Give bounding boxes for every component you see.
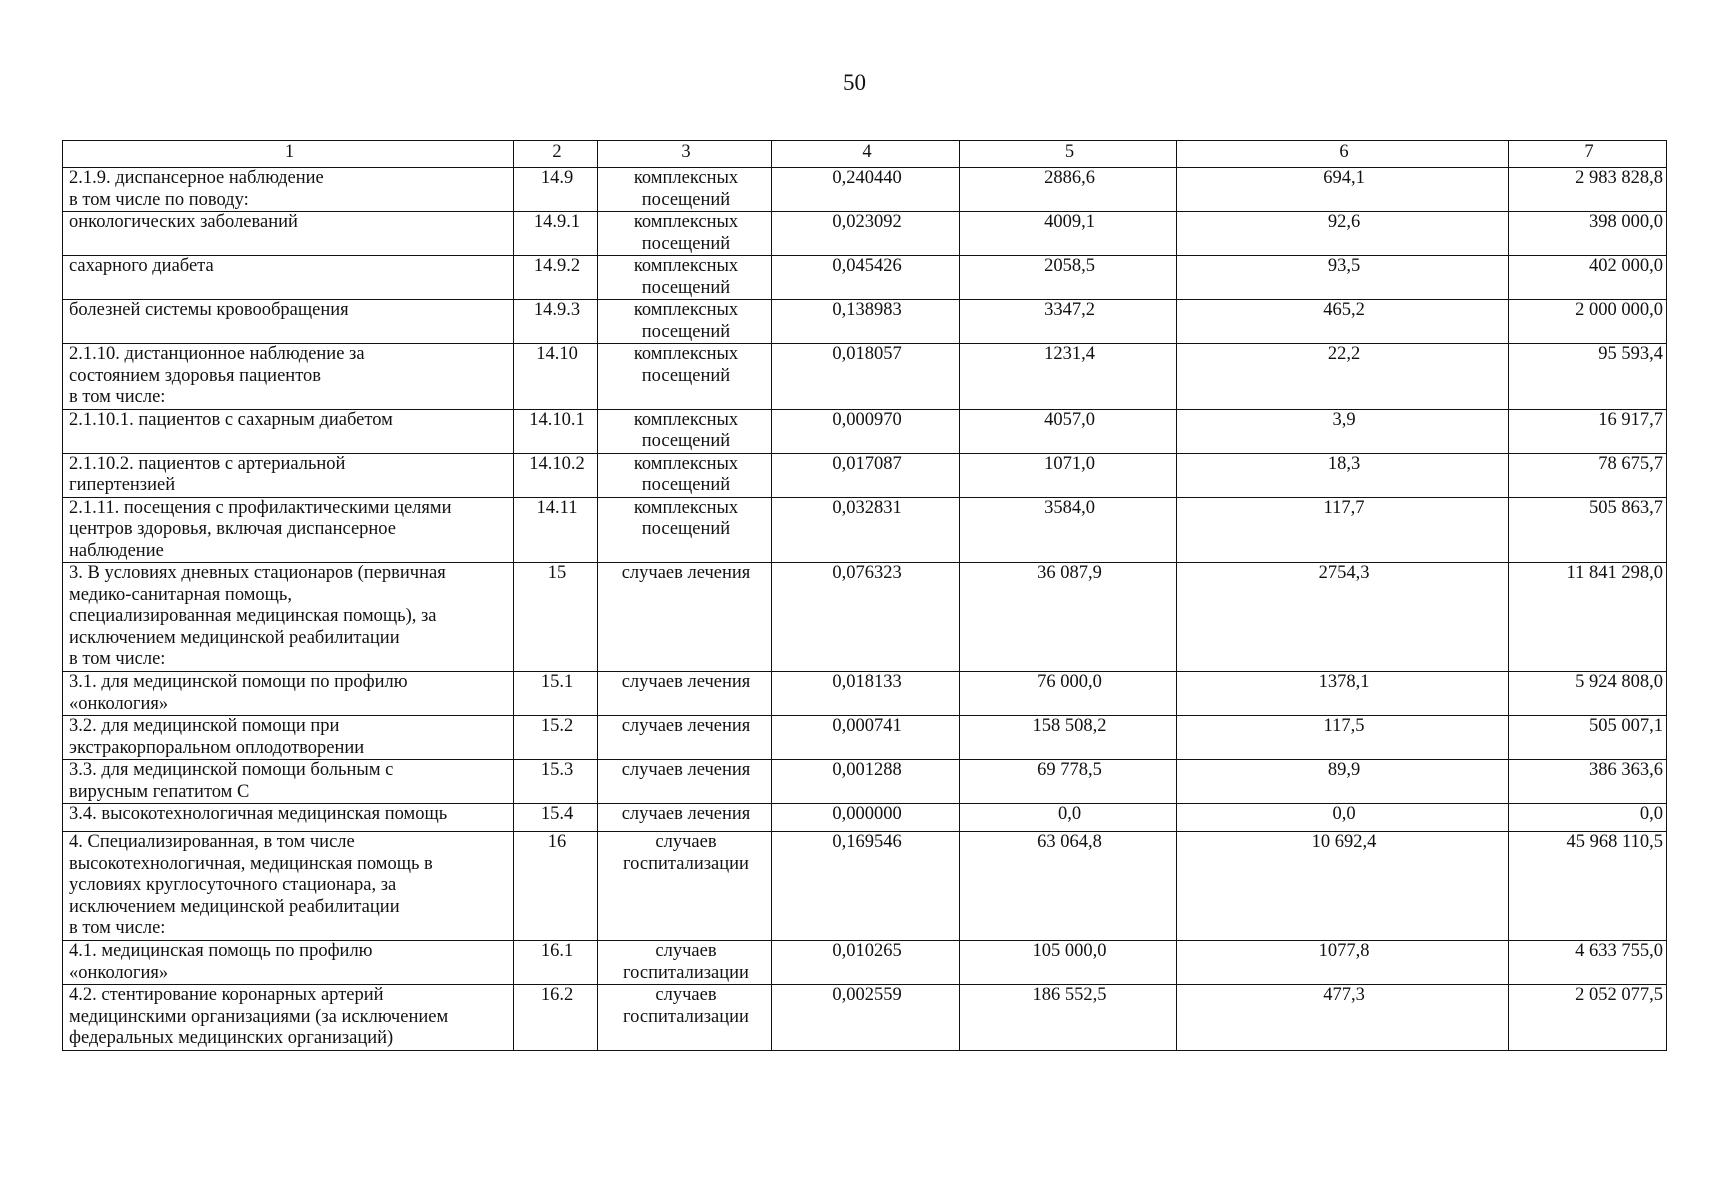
row-value-cell: 3,9	[1177, 409, 1509, 453]
row-value-cell: 78 675,7	[1509, 453, 1667, 497]
table-row	[63, 716, 1667, 760]
row-name-cell: 3.3. для медицинской помощи больным с вирусным гепатитом С	[63, 760, 514, 804]
row-code-cell: 15.1	[514, 672, 598, 716]
row-name-cell: 2.1.10.1. пациентов с сахарным диабетом	[63, 409, 514, 453]
row-unit-cell: комплексных посещений	[598, 300, 772, 344]
row-code-cell: 14.9.3	[514, 300, 598, 344]
row-value-cell: 5 924 808,0	[1509, 672, 1667, 716]
row-value-cell: 11 841 298,0	[1509, 563, 1667, 672]
table-row	[63, 168, 1667, 212]
row-name-cell: онкологических заболеваний	[63, 212, 514, 256]
row-unit-cell: случаев госпитализации	[598, 985, 772, 1051]
column-header: 6	[1177, 141, 1509, 168]
row-code-cell: 15	[514, 563, 598, 672]
row-value-cell: 89,9	[1177, 760, 1509, 804]
row-value-cell: 69 778,5	[960, 760, 1177, 804]
row-value-cell: 3584,0	[960, 497, 1177, 563]
table-row	[63, 212, 1667, 256]
table-row	[63, 497, 1667, 563]
row-value-cell: 158 508,2	[960, 716, 1177, 760]
table-row	[63, 760, 1667, 804]
row-name-cell: болезней системы кровообращения	[63, 300, 514, 344]
row-unit-cell: комплексных посещений	[598, 212, 772, 256]
row-value-cell: 36 087,9	[960, 563, 1177, 672]
row-value-cell: 1077,8	[1177, 941, 1509, 985]
row-value-cell: 0,010265	[772, 941, 960, 985]
row-value-cell: 402 000,0	[1509, 256, 1667, 300]
row-unit-cell: случаев госпитализации	[598, 832, 772, 941]
row-code-cell: 14.10.2	[514, 453, 598, 497]
row-code-cell: 16.2	[514, 985, 598, 1051]
row-value-cell: 92,6	[1177, 212, 1509, 256]
row-name-cell: 2.1.9. диспансерное наблюдение в том числе по поводу:	[63, 168, 514, 212]
row-value-cell: 0,045426	[772, 256, 960, 300]
row-code-cell: 14.10	[514, 344, 598, 410]
row-value-cell: 2 052 077,5	[1509, 985, 1667, 1051]
row-value-cell: 2754,3	[1177, 563, 1509, 672]
row-value-cell: 2058,5	[960, 256, 1177, 300]
row-value-cell: 0,169546	[772, 832, 960, 941]
row-name-cell: 3.4. высокотехнологичная медицинская помощь	[63, 804, 514, 832]
row-value-cell: 1071,0	[960, 453, 1177, 497]
row-value-cell: 0,018057	[772, 344, 960, 410]
row-code-cell: 14.10.1	[514, 409, 598, 453]
row-unit-cell: случаев госпитализации	[598, 941, 772, 985]
row-name-cell: 2.1.10. дистанционное наблюдение за состоянием здоровья пациентов в том числе:	[63, 344, 514, 410]
data-table	[62, 140, 1667, 1051]
row-value-cell: 0,000741	[772, 716, 960, 760]
row-value-cell: 694,1	[1177, 168, 1509, 212]
row-unit-cell: комплексных посещений	[598, 168, 772, 212]
table-row	[63, 344, 1667, 410]
row-code-cell: 14.9	[514, 168, 598, 212]
row-value-cell: 0,000000	[772, 804, 960, 832]
row-value-cell: 398 000,0	[1509, 212, 1667, 256]
row-value-cell: 117,5	[1177, 716, 1509, 760]
row-unit-cell: комплексных посещений	[598, 409, 772, 453]
row-value-cell: 505 007,1	[1509, 716, 1667, 760]
row-value-cell: 2 983 828,8	[1509, 168, 1667, 212]
column-header: 1	[63, 141, 514, 168]
table-row	[63, 985, 1667, 1051]
row-value-cell: 1378,1	[1177, 672, 1509, 716]
row-code-cell: 15.3	[514, 760, 598, 804]
row-value-cell: 0,0	[1509, 804, 1667, 832]
row-unit-cell: комплексных посещений	[598, 453, 772, 497]
row-value-cell: 0,017087	[772, 453, 960, 497]
row-value-cell: 117,7	[1177, 497, 1509, 563]
row-value-cell: 2 000 000,0	[1509, 300, 1667, 344]
row-value-cell: 95 593,4	[1509, 344, 1667, 410]
row-value-cell: 3347,2	[960, 300, 1177, 344]
row-code-cell: 16.1	[514, 941, 598, 985]
row-value-cell: 186 552,5	[960, 985, 1177, 1051]
table-row	[63, 256, 1667, 300]
row-value-cell: 105 000,0	[960, 941, 1177, 985]
column-header: 4	[772, 141, 960, 168]
table-row	[63, 804, 1667, 832]
row-value-cell: 477,3	[1177, 985, 1509, 1051]
row-code-cell: 15.4	[514, 804, 598, 832]
row-code-cell: 14.9.1	[514, 212, 598, 256]
row-value-cell: 10 692,4	[1177, 832, 1509, 941]
row-value-cell: 0,0	[1177, 804, 1509, 832]
row-value-cell: 93,5	[1177, 256, 1509, 300]
row-name-cell: сахарного диабета	[63, 256, 514, 300]
row-value-cell: 63 064,8	[960, 832, 1177, 941]
table-row	[63, 409, 1667, 453]
row-value-cell: 0,000970	[772, 409, 960, 453]
row-value-cell: 22,2	[1177, 344, 1509, 410]
column-number-row	[63, 141, 1667, 168]
column-header: 3	[598, 141, 772, 168]
row-value-cell: 76 000,0	[960, 672, 1177, 716]
row-value-cell: 4009,1	[960, 212, 1177, 256]
row-value-cell: 0,032831	[772, 497, 960, 563]
row-value-cell: 4057,0	[960, 409, 1177, 453]
row-code-cell: 16	[514, 832, 598, 941]
row-value-cell: 0,002559	[772, 985, 960, 1051]
row-unit-cell: комплексных посещений	[598, 497, 772, 563]
row-value-cell: 0,0	[960, 804, 1177, 832]
row-unit-cell: случаев лечения	[598, 716, 772, 760]
row-value-cell: 0,138983	[772, 300, 960, 344]
page-number: 50	[843, 70, 866, 95]
row-value-cell: 4 633 755,0	[1509, 941, 1667, 985]
table-row	[63, 941, 1667, 985]
row-unit-cell: случаев лечения	[598, 804, 772, 832]
row-code-cell: 15.2	[514, 716, 598, 760]
column-header: 2	[514, 141, 598, 168]
row-value-cell: 1231,4	[960, 344, 1177, 410]
row-value-cell: 0,018133	[772, 672, 960, 716]
row-code-cell: 14.11	[514, 497, 598, 563]
row-value-cell: 45 968 110,5	[1509, 832, 1667, 941]
row-value-cell: 2886,6	[960, 168, 1177, 212]
row-unit-cell: случаев лечения	[598, 563, 772, 672]
row-unit-cell: комплексных посещений	[598, 344, 772, 410]
row-name-cell: 4. Специализированная, в том числе высокотехнологичная, медицинская помощь в условиях круглосуточного стационара, за исключением медицинской реабилитации в том числе:	[63, 832, 514, 941]
row-value-cell: 18,3	[1177, 453, 1509, 497]
column-header: 7	[1509, 141, 1667, 168]
row-code-cell: 14.9.2	[514, 256, 598, 300]
table-row	[63, 453, 1667, 497]
row-name-cell: 3. В условиях дневных стационаров (первичная медико-санитарная помощь, специализированная медицинская помощь), за исключением медицинской реабилитации в том числе:	[63, 563, 514, 672]
column-header: 5	[960, 141, 1177, 168]
row-name-cell: 2.1.11. посещения с профилактическими целями центров здоровья, включая диспансерное наблюдение	[63, 497, 514, 563]
row-value-cell: 0,076323	[772, 563, 960, 672]
row-value-cell: 0,023092	[772, 212, 960, 256]
row-value-cell: 16 917,7	[1509, 409, 1667, 453]
table-row	[63, 672, 1667, 716]
row-name-cell: 3.1. для медицинской помощи по профилю «онкология»	[63, 672, 514, 716]
table-row	[63, 832, 1667, 941]
table-row	[63, 300, 1667, 344]
row-name-cell: 2.1.10.2. пациентов с артериальной гипертензией	[63, 453, 514, 497]
row-name-cell: 4.2. стентирование коронарных артерий медицинскими организациями (за исключением федеральных медицинских организаций)	[63, 985, 514, 1051]
row-name-cell: 3.2. для медицинской помощи при экстракорпоральном оплодотворении	[63, 716, 514, 760]
row-value-cell: 465,2	[1177, 300, 1509, 344]
table-row	[63, 563, 1667, 672]
row-unit-cell: случаев лечения	[598, 760, 772, 804]
row-value-cell: 386 363,6	[1509, 760, 1667, 804]
row-unit-cell: комплексных посещений	[598, 256, 772, 300]
row-value-cell: 0,240440	[772, 168, 960, 212]
row-value-cell: 0,001288	[772, 760, 960, 804]
row-value-cell: 505 863,7	[1509, 497, 1667, 563]
row-name-cell: 4.1. медицинская помощь по профилю «онкология»	[63, 941, 514, 985]
row-unit-cell: случаев лечения	[598, 672, 772, 716]
